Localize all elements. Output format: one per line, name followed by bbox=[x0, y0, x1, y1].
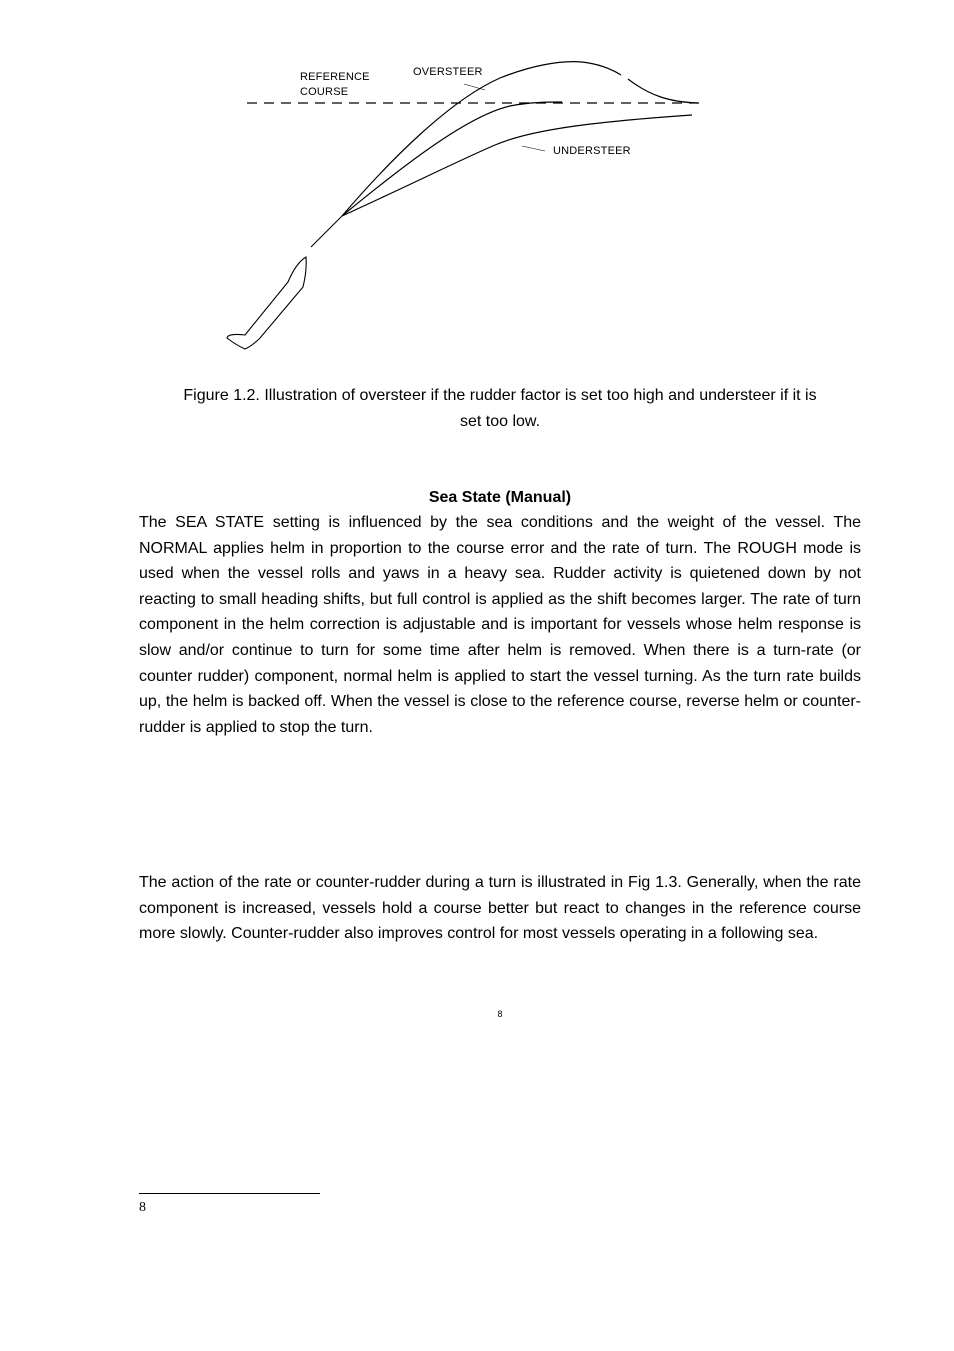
figure-caption-line2: set too low. bbox=[459, 413, 541, 430]
oversteer-path bbox=[342, 62, 621, 216]
oversteer-label: OVERSTEER bbox=[413, 66, 483, 78]
steering-diagram bbox=[210, 50, 730, 360]
heading-line bbox=[311, 216, 342, 247]
understeer-label: UNDERSTEER bbox=[553, 145, 631, 157]
footnote-number: 8 bbox=[139, 1200, 146, 1215]
reference-label-line1: REFERENCE bbox=[300, 71, 370, 83]
reference-label bbox=[300, 70, 370, 100]
steering-figure bbox=[210, 50, 730, 360]
paragraph-sea-state: The SEA STATE setting is influenced by the sea conditions and the weight of the vessel. The NORMAL applies helm in proportion to the course error and the rate of turn. The ROUGH mode is used when the vessel rolls and yaws in a heavy sea. Rudder activity is quietened down by not reacting to small heading shifts, but full control is applied as the shift becomes larger. The rate of turn component in the helm correction is adjustable and is important for vessels whose helm response is slow and/or continue to turn for some time after helm is removed. When there is a turn-rate (or counter rudder) component, normal helm is applied to start the vessel turning. As the turn rate builds up, the helm is backed off. When the vessel is close to the reference course, reverse helm or counter-rudder is applied to stop the turn. bbox=[139, 514, 861, 736]
page-number: 8 bbox=[497, 1009, 503, 1019]
footnote-separator bbox=[139, 1193, 320, 1194]
understeer-path bbox=[342, 115, 692, 216]
oversteer-path-end bbox=[628, 79, 698, 103]
vessel-outline bbox=[227, 257, 306, 349]
reference-label-line2: COURSE bbox=[300, 86, 349, 98]
understeer-leader bbox=[522, 146, 545, 151]
figure-caption bbox=[140, 383, 860, 435]
paragraph-counter-rudder: The action of the rate or counter-rudder during a turn is illustrated in Fig 1.3. Generally, when the rate component is increased, vessels hold a course better but react to changes in the reference course more slowly. Counter-rudder also improves control for most vessels operating in a following sea. bbox=[139, 874, 861, 943]
section-heading: Sea State (Manual) bbox=[428, 489, 572, 506]
figure-caption-line1: Figure 1.2. Illustration of oversteer if the rudder factor is set too high and understeer if it is bbox=[183, 387, 817, 404]
correct-path bbox=[342, 102, 562, 216]
